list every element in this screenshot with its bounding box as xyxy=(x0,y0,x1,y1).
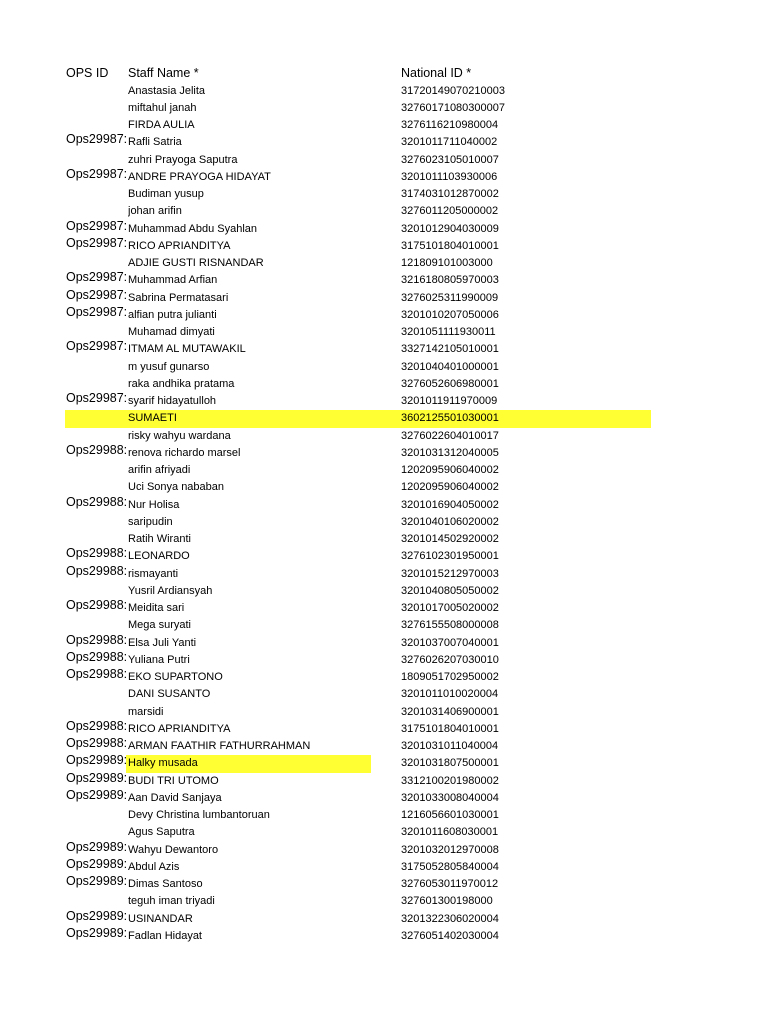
ops-id-cell: Ops29987: xyxy=(66,270,127,285)
ops-id-cell xyxy=(66,406,127,423)
staff-name-cell: BUDI TRI UTOMO xyxy=(128,774,219,787)
ops-id-cell: Ops29987: xyxy=(66,218,127,233)
national-id-cell: 3602125501030001 xyxy=(401,412,499,425)
national-id-cell: 3276022604010017 xyxy=(401,429,499,442)
ops-id-cell: Ops29989: xyxy=(66,856,127,871)
national-id-cell: 121809101003000 xyxy=(401,257,493,269)
staff-name-cell: ADJIE GUSTI RISNANDAR xyxy=(128,257,264,269)
staff-name-cell: syarif hidayatulloh xyxy=(128,395,217,407)
national-id-cell: 3201031011040004 xyxy=(401,740,499,752)
ops-id-cell xyxy=(66,148,127,165)
national-id-cell: 3201031312040005 xyxy=(401,446,499,459)
staff-name-cell: johan arifin xyxy=(128,205,182,218)
national-id-cell: 327601300198000 xyxy=(401,895,493,908)
national-id-cell: 3201016904050002 xyxy=(401,498,499,511)
staff-name-cell: Rafli Satria xyxy=(128,136,182,149)
national-id-cell: 3276052606980001 xyxy=(401,377,499,390)
staff-name-cell: rismayanti xyxy=(128,567,179,580)
ops-id-cell xyxy=(66,820,127,837)
header-ops-id: OPS ID xyxy=(66,66,109,80)
national-id-cell: 3216180805970003 xyxy=(401,274,499,287)
staff-name-cell: Mega suryati xyxy=(128,619,191,632)
national-id-cell: 3201011103930006 xyxy=(401,170,498,183)
ops-id-cell: Ops29987: xyxy=(66,166,127,181)
staff-name-cell: ITMAM AL MUTAWAKIL xyxy=(128,343,246,356)
staff-name-cell: EKO SUPARTONO xyxy=(128,671,223,683)
staff-name-cell: Muhammad Abdu Syahlan xyxy=(128,222,258,235)
ops-id-cell: Ops29988: xyxy=(66,632,127,647)
staff-name-cell: Budiman yusup xyxy=(128,188,204,200)
staff-name-cell: RICO APRIANDITYA xyxy=(128,722,231,735)
staff-name-cell: ANDRE PRAYOGA HIDAYAT xyxy=(128,170,271,183)
header-staff-name: Staff Name * xyxy=(128,66,199,80)
ops-id-cell xyxy=(66,355,127,372)
staff-name-cell: saripudin xyxy=(128,515,173,528)
staff-name-cell: m yusuf gunarso xyxy=(128,360,210,373)
ops-id-cell: Ops29989: xyxy=(66,787,127,802)
ops-id-cell xyxy=(66,803,127,820)
ops-id-cell: Ops29989: xyxy=(66,908,127,923)
ops-id-cell xyxy=(66,458,127,475)
ops-id-cell xyxy=(66,682,127,699)
staff-name-cell: Fadlan Hidayat xyxy=(128,929,202,942)
national-id-cell: 3201051111930011 xyxy=(401,326,496,338)
staff-name-cell: Muhamad dimyati xyxy=(128,326,215,338)
national-id-cell: 3201011010020004 xyxy=(401,688,499,701)
staff-name-cell: Meidita sari xyxy=(128,602,185,614)
staff-name-cell: FIRDA AULIA xyxy=(128,119,195,131)
national-id-cell: 3276116210980004 xyxy=(401,119,499,131)
staff-name-cell: Dimas Santoso xyxy=(128,878,203,890)
ops-id-cell xyxy=(66,320,127,337)
ops-id-cell xyxy=(66,424,127,441)
national-id-cell: 3276053011970012 xyxy=(401,878,499,890)
national-id-cell: 3175052805840004 xyxy=(401,860,499,873)
ops-id-cell: Ops29987: xyxy=(66,391,127,405)
staff-name-cell: Aan David Sanjaya xyxy=(128,791,222,804)
national-id-cell: 3201040106020002 xyxy=(401,515,499,528)
ops-id-cell xyxy=(66,700,127,717)
ops-id-cell xyxy=(66,372,127,389)
ops-id-cell xyxy=(66,96,127,113)
ops-id-cell: Ops29987: xyxy=(66,235,127,250)
ops-id-cell xyxy=(66,579,127,596)
national-id-cell: 1202095906040002 xyxy=(401,464,499,476)
ops-id-cell xyxy=(66,510,127,527)
staff-name-cell: Sabrina Permatasari xyxy=(128,291,229,304)
staff-name-cell: Uci Sonya nababan xyxy=(128,481,225,494)
national-id-cell: 3201322306020004 xyxy=(401,912,499,925)
national-id-cell: 3201033008040004 xyxy=(401,791,499,804)
national-id-cell: 32760171080300007 xyxy=(401,101,506,114)
national-id-cell: 3276025311990009 xyxy=(401,291,499,304)
staff-name-cell: ARMAN FAATHIR FATHURRAHMAN xyxy=(128,740,311,752)
staff-name-cell: Halky musada xyxy=(128,757,198,770)
national-id-cell: 3201011911970009 xyxy=(401,395,498,407)
national-id-cell: 3201032012970008 xyxy=(401,843,499,856)
staff-name-cell: zuhri Prayoga Saputra xyxy=(128,153,238,166)
ops-id-cell: Ops29989: xyxy=(66,839,127,854)
ops-id-cell: Ops29988: xyxy=(66,494,127,509)
ops-id-cell: Ops29988: xyxy=(66,546,127,561)
staff-name-cell: marsidi xyxy=(128,705,164,718)
national-id-cell: 3201014502920002 xyxy=(401,533,499,545)
national-id-cell: 3276051402030004 xyxy=(401,929,499,942)
ops-id-cell: Ops29989: xyxy=(66,770,127,785)
staff-name-cell: miftahul janah xyxy=(128,101,197,114)
national-id-cell: 3276011205000002 xyxy=(401,205,499,218)
ops-id-cell xyxy=(66,79,127,96)
ops-id-cell: Ops29988: xyxy=(66,442,127,457)
national-id-cell: 3276023105010007 xyxy=(401,153,499,166)
staff-name-cell: USINANDAR xyxy=(128,912,193,925)
staff-name-cell: Muhammad Arfian xyxy=(128,274,218,287)
national-id-cell: 3276155508000008 xyxy=(401,619,499,632)
staff-name-cell: Ratih Wiranti xyxy=(128,533,191,545)
staff-name-cell: Elsa Juli Yanti xyxy=(128,636,197,649)
national-id-cell: 3201040401000001 xyxy=(401,360,499,373)
national-id-cell: 3327142105010001 xyxy=(401,343,499,356)
ops-id-cell: Ops29988: xyxy=(66,667,127,681)
ops-id-cell: Ops29989: xyxy=(66,925,127,940)
staff-name-cell: LEONARDO xyxy=(128,550,190,563)
national-id-cell: 3174031012870002 xyxy=(401,188,499,200)
national-id-cell: 3201015212970003 xyxy=(401,567,499,580)
staff-name-cell: Anastasia Jelita xyxy=(128,84,206,97)
national-id-cell: 3201040805050002 xyxy=(401,584,499,597)
staff-name-cell: Yusril Ardiansyah xyxy=(128,584,213,597)
ops-id-cell: Ops29988: xyxy=(66,649,127,664)
ops-id-cell: Ops29987: xyxy=(66,339,127,354)
data-rows xyxy=(0,83,768,946)
ops-id-cell xyxy=(66,475,127,492)
ops-id-cell: Ops29988: xyxy=(66,718,127,733)
staff-name-cell: teguh iman triyadi xyxy=(128,895,215,908)
national-id-cell: 31720149070210003 xyxy=(401,84,506,97)
national-id-cell: 3201031807500001 xyxy=(401,757,499,770)
national-id-cell: 3201011711040002 xyxy=(401,136,498,149)
staff-name-cell: risky wahyu wardana xyxy=(128,429,231,442)
national-id-cell: 3276102301950001 xyxy=(401,550,499,563)
ops-id-cell: Ops29988: xyxy=(66,598,127,612)
national-id-cell: 3201017005020002 xyxy=(401,602,499,614)
ops-id-cell xyxy=(66,182,127,199)
ops-id-cell: Ops29988: xyxy=(66,736,127,750)
ops-id-cell: Ops29989: xyxy=(66,874,127,888)
staff-name-cell: arifin afriyadi xyxy=(128,464,191,476)
staff-name-cell: Agus Saputra xyxy=(128,826,195,839)
staff-name-cell: Nur Holisa xyxy=(128,498,180,511)
national-id-cell: 3312100201980002 xyxy=(401,774,499,787)
ops-id-cell xyxy=(66,199,127,216)
staff-name-cell: SUMAETI xyxy=(128,412,177,425)
ops-id-cell xyxy=(66,113,127,130)
national-id-cell: 3201012904030009 xyxy=(401,222,499,235)
national-id-cell: 3201037007040001 xyxy=(401,636,499,649)
ops-id-cell: Ops29987: xyxy=(66,132,127,147)
ops-id-cell: Ops29989: xyxy=(66,753,127,768)
staff-name-cell: renova richardo marsel xyxy=(128,446,241,459)
staff-name-cell: Abdul Azis xyxy=(128,860,180,873)
staff-name-cell: Yuliana Putri xyxy=(128,653,190,666)
table-row xyxy=(0,925,768,945)
national-id-cell: 3175101804010001 xyxy=(401,722,499,735)
header-national-id: National ID * xyxy=(401,66,472,80)
ops-id-cell xyxy=(66,527,127,544)
national-id-cell: 1809051702950002 xyxy=(401,671,499,683)
staff-name-cell: alfian putra julianti xyxy=(128,308,217,321)
staff-name-cell: Devy Christina lumbantoruan xyxy=(128,809,270,821)
ops-id-cell: Ops29988: xyxy=(66,563,127,578)
national-id-cell: 3201011608030001 xyxy=(401,826,499,839)
national-id-cell: 3201010207050006 xyxy=(401,308,499,321)
ops-id-cell xyxy=(66,251,127,268)
ops-id-cell xyxy=(66,613,127,630)
ops-id-cell: Ops29987: xyxy=(66,287,127,302)
staff-name-cell: Wahyu Dewantoro xyxy=(128,843,219,856)
national-id-cell: 3201031406900001 xyxy=(401,705,499,718)
national-id-cell: 3175101804010001 xyxy=(401,239,499,252)
national-id-cell: 3276026207030010 xyxy=(401,653,499,666)
national-id-cell: 1216056601030001 xyxy=(401,809,499,821)
staff-name-cell: RICO APRIANDITYA xyxy=(128,239,231,252)
national-id-cell: 1202095906040002 xyxy=(401,481,499,494)
staff-name-cell: raka andhika pratama xyxy=(128,377,235,390)
staff-name-cell: DANI SUSANTO xyxy=(128,688,211,701)
ops-id-cell xyxy=(66,889,127,906)
ops-id-cell: Ops29987: xyxy=(66,304,127,319)
